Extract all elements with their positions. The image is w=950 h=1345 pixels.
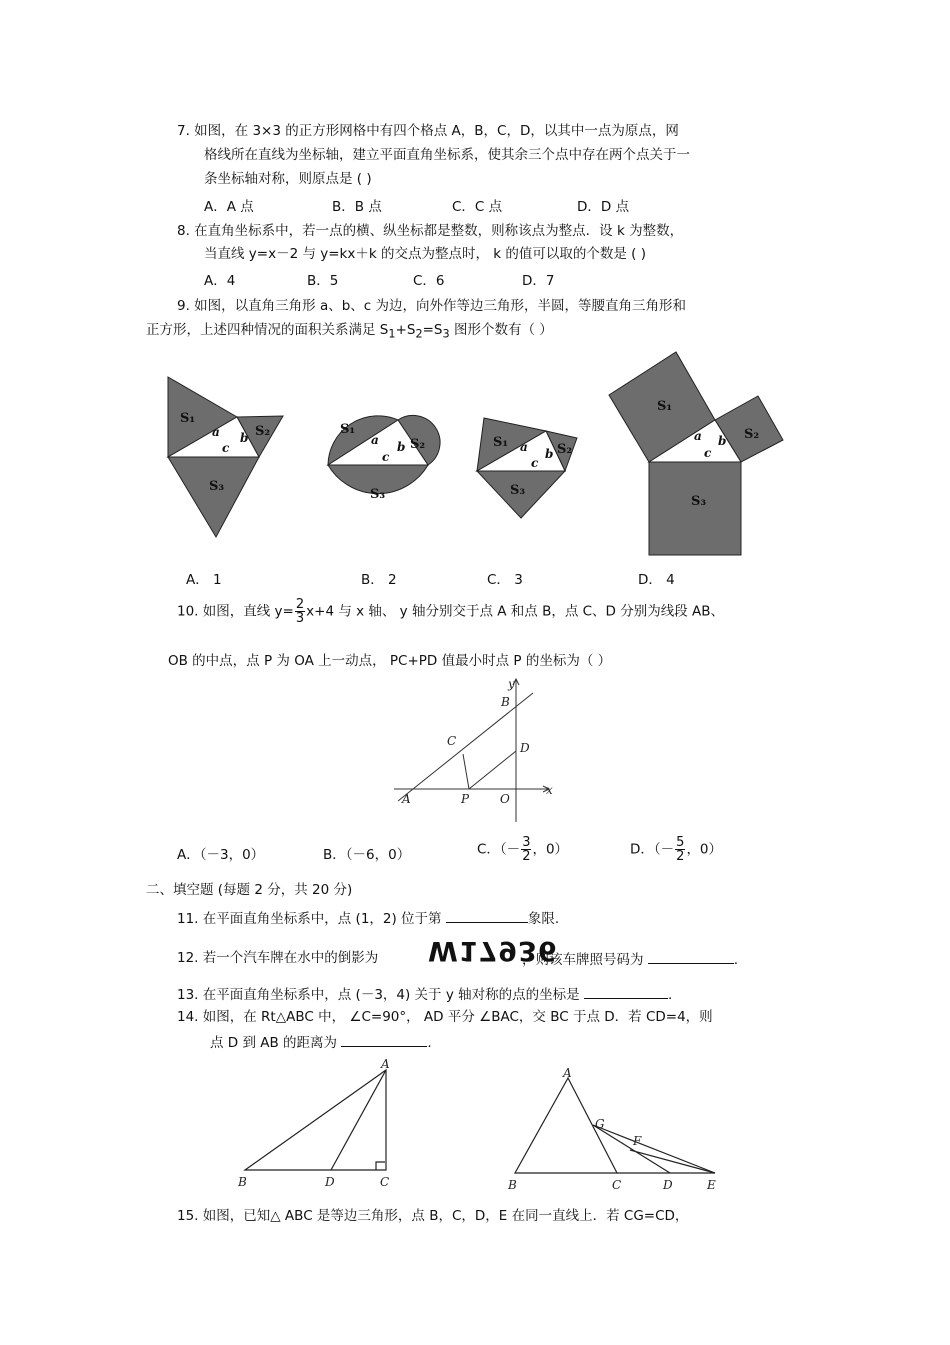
q10-option-a: A．（－3，0） [177,847,265,863]
q10-segment-pd [469,751,516,789]
q15-label-g: G [595,1117,605,1131]
fig1-label-s1: S₁ [180,411,196,426]
q13-answer-blank [584,985,668,999]
q10-option-b: B．（－6，0） [323,847,411,863]
fig4-label-s3: S₃ [691,494,707,509]
q10-line1: 10. 如图，直线 y= $\frac{2}{3}$ x+4 与 x 轴、 y 轴分别交于点 A 和点 B，点 C、D 分别为线段 AB、 [177,597,725,626]
fig3-label-b: b [545,447,554,461]
q10-fraction: $\frac{2}{3}$ [295,597,305,626]
q8-line2: 当直线 y=x－2 与 y=kx＋k 的交点为整点时， k 的值可以取的个数是 ( ) [204,246,646,262]
q9-option-d: D． 4 [638,572,675,588]
q10-label-o: O [500,792,510,806]
q14-line1: 14. 如图，在 Rt△ABC 中， ∠C=90°， AD 平分 ∠BAC，交 BC 于点 D．若 CD=4，则 [177,1009,713,1025]
q15-label-d: D [663,1178,673,1192]
q11-answer-blank [446,909,528,923]
fig4-label-b: b [718,434,727,448]
fig1-label-a: a [212,425,220,439]
q15-label-e: E [707,1178,716,1192]
q10-label-x: x [546,783,553,797]
q10-label-d: D [520,741,530,755]
q7-option-c: C．C 点 [452,199,503,215]
q12-answer-blank [648,950,734,964]
q9-line1: 9. 如图，以直角三角形 a、b、c 为边，向外作等边三角形，半圆，等腰直角三角形和 [177,298,687,314]
q15-line1: 15. 如图，已知△ ABC 是等边三角形，点 B，C，D，E 在同一直线上．若 CG=CD， [177,1208,689,1224]
q10-label-y: y [508,677,515,691]
q8-option-a: A．4 [204,273,236,289]
q15-label-b: B [508,1178,517,1192]
q14-right-angle-mark [376,1162,385,1170]
fig1-label-c: c [222,441,230,455]
fig4-label-a: a [694,429,702,443]
q10-label-p: P [461,792,470,806]
q14-line2: 点 D 到 AB 的距离为 . [210,1035,432,1051]
fig2-label-s2: S₂ [410,437,426,452]
q14-label-d: D [325,1175,335,1189]
q7-option-d: D．D 点 [577,199,630,215]
q7-line1: 7. 如图，在 3×3 的正方形网格中有四个格点 A，B，C，D，以其中一点为原点，网 [177,123,679,139]
q9-option-c: C． 3 [487,572,523,588]
q15-label-a: A [563,1066,572,1080]
q14-label-b: B [238,1175,247,1189]
q10-label-b: B [501,695,510,709]
q10-option-d: D．（－ $\frac{5}{2}$ ，0） [630,835,723,864]
q15-line-cf [630,1150,715,1173]
q12-plate-reflection: W17936 [428,935,558,966]
q9-figures [0,345,950,565]
fig2-label-s3: S₃ [370,487,386,502]
q12-line-post: ，则该车牌照号码为 . [522,952,739,968]
fig2-label-b: b [397,440,406,454]
q7-line3: 条坐标轴对称，则原点是 ( ) [204,171,372,187]
q12-line-pre: 12. 若一个汽车牌在水中的倒影为 [177,950,379,966]
q9-line2: 正方形，上述四种情况的面积关系满足 $S_1+S_2=S_3$ 图形个数有（ ） [146,322,553,341]
q10-line-ab [398,693,533,801]
fig4-label-c: c [704,446,712,460]
fig2-label-a: a [371,433,379,447]
q8-option-b: B．5 [307,273,339,289]
q10-figure [390,675,560,825]
fig2-label-c: c [382,450,390,464]
q10-segment-pc [463,754,469,789]
q14-bisector-ad [331,1070,386,1170]
q15-line-ae-part [593,1125,715,1173]
q7-option-a: A．A 点 [204,199,254,215]
q7-line2: 格线所在直线为坐标轴，建立平面直角坐标系，使其余三个点中存在两个点关于一 [204,147,690,163]
fig3-label-s1: S₁ [493,435,509,450]
q14-triangle-abc [245,1070,386,1170]
q10-label-a: A [402,792,411,806]
q10-label-c: C [447,734,457,748]
fig1-label-s2: S₂ [255,424,271,439]
fig2-label-s1: S₁ [340,422,356,437]
fig3-label-s3: S₃ [510,483,526,498]
fig3-label-s2: S₂ [557,442,573,457]
fig4-label-s1: S₁ [657,399,673,414]
q8-line1: 8. 在直角坐标系中，若一点的横、纵坐标都是整数，则称该点为整点．设 k 为整数， [177,223,684,239]
q10-line2: OB 的中点，点 P 为 OA 上一动点， PC+PD 值最小时点 P 的坐标为（ ） [168,653,612,669]
fig3-label-c: c [531,456,539,470]
q14-label-a: A [381,1057,390,1071]
q15-label-f: F [633,1134,642,1148]
fig3-label-a: a [520,440,528,454]
fig1-label-b: b [240,431,249,445]
q10-option-c: C．（－ $\frac{3}{2}$ ，0） [477,835,569,864]
q8-option-c: C．6 [413,273,445,289]
fig1-s3-triangle [168,457,259,537]
q9-option-b: B． 2 [361,572,397,588]
q14-answer-blank [341,1033,427,1047]
fig4-label-s2: S₂ [744,427,760,442]
q15-label-c: C [612,1178,622,1192]
q14-figures [230,1057,730,1195]
q7-option-b: B．B 点 [332,199,382,215]
q11-line: 11. 在平面直角坐标系中，点 (1，2) 位于第 象限. [177,911,560,927]
q9-option-a: A． 1 [186,572,222,588]
q14-label-c: C [380,1175,390,1189]
q13-line: 13. 在平面直角坐标系中，点 (－3，4) 关于 y 轴对称的点的坐标是 . [177,987,673,1003]
section2-title: 二、填空题 (每题 2 分，共 20 分) [146,882,353,898]
q8-option-d: D．7 [522,273,555,289]
fig1-label-s3: S₃ [209,479,225,494]
